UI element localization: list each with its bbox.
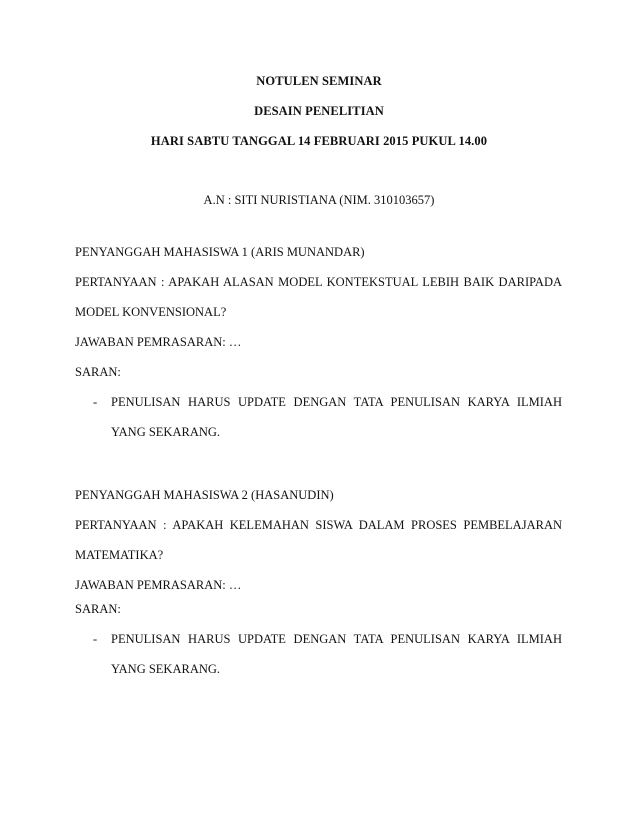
question-2-line2: MATEMATIKA?: [75, 548, 164, 562]
document-title: NOTULEN SEMINAR: [256, 74, 382, 88]
respondent-1: PENYANGGAH MAHASISWA 1 (ARIS MUNANDAR): [75, 245, 365, 259]
respondent-2: PENYANGGAH MAHASISWA 2 (HASANUDIN): [75, 488, 334, 502]
document-subtitle: DESAIN PENELITIAN: [254, 104, 384, 118]
document-date-line: HARI SABTU TANGGAL 14 FEBRUARI 2015 PUKUL 14.00: [150, 134, 488, 148]
suggestion-2-line1: PENULISAN HARUS UPDATE DENGAN TATA PENULISAN KARYA ILMIAH: [111, 632, 562, 646]
suggestion-label-2: SARAN:: [75, 602, 121, 616]
suggestion-1-line1: PENULISAN HARUS UPDATE DENGAN TATA PENULISAN KARYA ILMIAH: [111, 395, 562, 409]
bullet-2: -: [93, 632, 98, 646]
suggestion-1-line2: YANG SEKARANG.: [111, 425, 221, 439]
suggestion-2-line2: YANG SEKARANG.: [111, 662, 221, 676]
question-1-line2: MODEL KONVENSIONAL?: [75, 305, 227, 319]
suggestion-label-1: SARAN:: [75, 365, 121, 379]
presenter-line: A.N : SITI NURISTIANA (NIM. 310103657): [203, 193, 435, 207]
answer-2: JAWABAN PEMRASARAN: …: [75, 578, 242, 592]
question-1-line1: PERTANYAAN : APAKAH ALASAN MODEL KONTEKSTUAL LEBIH BAIK DARIPADA: [75, 275, 562, 289]
question-2-line1: PERTANYAAN : APAKAH KELEMAHAN SISWA DALAM PROSES PEMBELAJARAN: [75, 518, 562, 532]
answer-1: JAWABAN PEMRASARAN: …: [75, 335, 242, 349]
bullet-1: -: [93, 395, 98, 409]
